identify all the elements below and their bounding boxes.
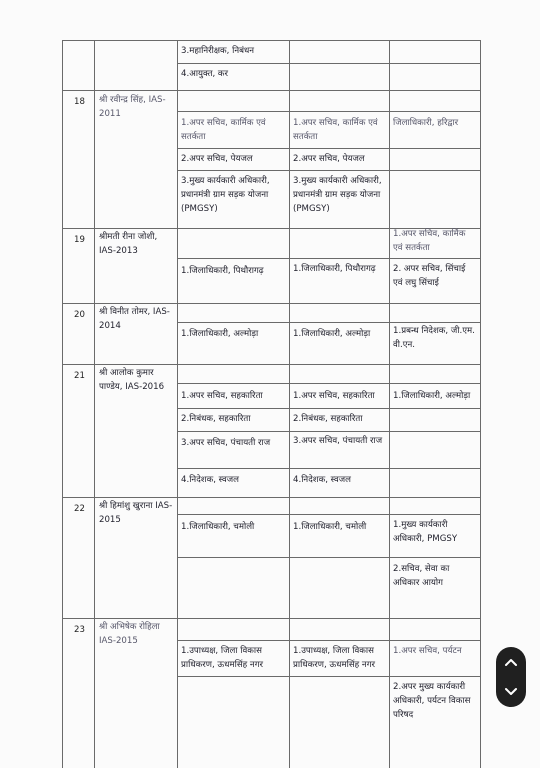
cell-text: 1.प्रबन्ध निदेशक, जी.एम. वी.एन. [393, 326, 475, 350]
cell-text: 3.अपर सचिव, पंचायती राज [293, 436, 383, 446]
cell-text: 2.सचिव, सेवा का अधिकार आयोग [393, 564, 450, 588]
cell-text: 2.निबंधक, सहकारिता [293, 414, 363, 424]
row-number: 20 [74, 310, 85, 320]
cell-text: 1.अपर सचिव, कार्मिक एवं सतर्कता [293, 118, 378, 142]
cell-text: 3.मुख्य कार्यकारी अधिकारी, प्रधानमंत्री ग्राम सड़क योजना (PMGSY) [293, 176, 382, 214]
row-number: 22 [74, 504, 85, 514]
cell-text: 1.जिलाधिकारी, अल्मोड़ा [181, 329, 259, 339]
officer-name: श्री विनीत तोमर, IAS-2014 [99, 307, 170, 331]
row-number: 18 [74, 97, 85, 107]
officer-name: श्रीमती रीना जोशी, IAS-2013 [99, 232, 158, 256]
cell-text: 1.जिलाधिकारी, पिथौरागढ़ [181, 266, 264, 276]
cell-text: 1.अपर सचिव, पर्यटन [393, 646, 462, 656]
cell-text: 2.निबंधक, सहकारिता [181, 414, 251, 424]
cell-text: 1.जिलाधिकारी, चमोली [293, 522, 367, 532]
cell-text: 1.जिलाधिकारी, अल्मोड़ा [393, 391, 471, 401]
officer-name: श्री रवीन्द्र सिंह, IAS-2011 [99, 95, 166, 119]
cell-text: 1.उपाध्यक्ष, जिला विकास प्राधिकरण, ऊधमसिंह नगर [181, 646, 264, 670]
cell-text: 1.अपर सचिव, कार्मिक एवं सतर्कता [393, 229, 466, 253]
cell-text: 4.निदेशक, स्वजल [181, 475, 239, 485]
officer-name: श्री आलोक कुमार पाण्डेय, IAS-2016 [99, 368, 165, 392]
cell-text: 2.अपर सचिव, पेयजल [293, 154, 365, 164]
cell-text: 1.अपर सचिव, कार्मिक एवं सतर्कता [181, 118, 266, 142]
row-number: 23 [74, 625, 85, 635]
cell-text: 1.अपर सचिव, सहकारिता [293, 391, 375, 401]
cell-text: 3.महानिरीक्षक, निबंधन [181, 46, 255, 56]
cell-text: 3.मुख्य कार्यकारी अधिकारी, प्रधानमंत्री ग्राम सड़क योजना (PMGSY) [181, 176, 270, 214]
chevron-down-icon[interactable] [496, 677, 526, 707]
cell-text: 1.जिलाधिकारी, चमोली [181, 522, 255, 532]
officer-name: श्री हिमांशु खुराना IAS-2015 [99, 501, 173, 525]
cell-text: 1.उपाध्यक्ष, जिला विकास प्राधिकरण, ऊधमसिंह नगर [293, 646, 376, 670]
cell-text: 1.अपर सचिव, सहकारिता [181, 391, 263, 401]
cell-text: 4.आयुक्त, कर [181, 69, 229, 79]
scroll-control[interactable] [496, 647, 526, 707]
cell-text: 3.अपर सचिव, पंचायती राज [181, 438, 271, 448]
row-number: 21 [74, 371, 85, 381]
cell-text: जिलाधिकारी, हरिद्वार [393, 118, 459, 128]
cell-text: 2.अपर मुख्य कार्यकारी अधिकारी, पर्यटन विकास परिषद [393, 682, 471, 720]
chevron-up-icon[interactable] [496, 647, 526, 677]
officer-name: श्री अभिषेक रोहिला IAS-2015 [99, 622, 160, 646]
row-number: 19 [74, 235, 85, 245]
cell-text: 1.जिलाधिकारी, अल्मोड़ा [293, 329, 371, 339]
cell-text: 4.निदेशक, स्वजल [293, 475, 351, 485]
cell-text: 2. अपर सचिव, सिंचाई एवं लघु सिंचाई [393, 264, 466, 288]
cell-text: 1.जिलाधिकारी, पिथौरागढ़ [293, 264, 376, 274]
cell-text: 2.अपर सचिव, पेयजल [181, 154, 253, 164]
cell-text: 1.मुख्य कार्यकारी अधिकारी, PMGSY [393, 520, 458, 544]
